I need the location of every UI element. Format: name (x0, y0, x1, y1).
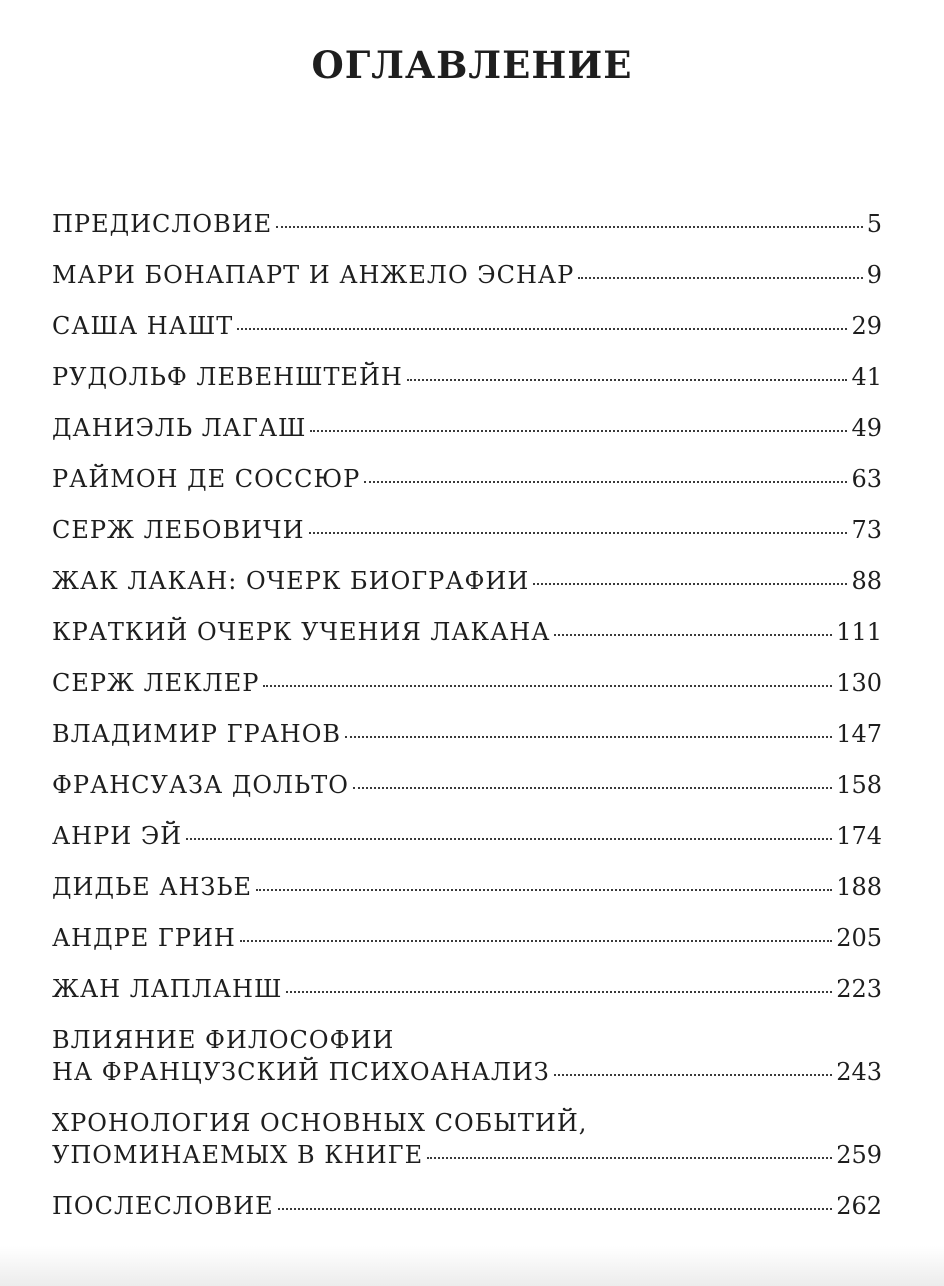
toc-entry-lebovici[interactable] (52, 514, 882, 546)
dot-leader (237, 328, 847, 330)
toc-entry-label: АНРИ ЭЙ (52, 822, 183, 850)
toc-page-number: 147 (836, 720, 882, 748)
toc-entry-label: НА ФРАНЦУЗСКИЙ ПСИХОАНАЛИЗ (52, 1058, 550, 1086)
page-bottom-shadow (0, 1246, 944, 1286)
toc-entry-label: ЖАК ЛАКАН: ОЧЕРК БИОГРАФИИ (52, 567, 530, 595)
toc-entry-chronology[interactable] (52, 1107, 882, 1171)
toc-entry-label: РУДОЛЬФ ЛЕВЕНШТЕЙН (52, 363, 403, 391)
toc-page-number: 188 (836, 873, 882, 901)
toc-entry-label: АНДРЕ ГРИН (52, 924, 236, 952)
dot-leader (276, 226, 863, 228)
toc-entry-bonaparte-hesnard[interactable] (52, 259, 882, 291)
toc-entry-de-saussure[interactable] (52, 463, 882, 495)
dot-leader (364, 481, 847, 483)
toc-entry-label: ПРЕДИСЛОВИЕ (52, 210, 273, 238)
toc-page-number: 41 (851, 363, 882, 391)
toc-entry-label: ФРАНСУАЗА ДОЛЬТО (52, 771, 349, 799)
dot-leader (186, 838, 832, 840)
dot-leader (256, 889, 832, 891)
dot-leader (345, 736, 832, 738)
toc-entry-lacan-teaching[interactable] (52, 616, 882, 648)
toc-entry-label: СЕРЖ ЛЕБОВИЧИ (52, 516, 305, 544)
toc-page-number: 205 (836, 924, 882, 952)
toc-entry-label: ВЛАДИМИР ГРАНОВ (52, 720, 342, 748)
toc-entry-dolto[interactable] (52, 769, 882, 801)
dot-leader (309, 532, 848, 534)
toc-entry-loewenstein[interactable] (52, 361, 882, 393)
table-of-contents (52, 208, 882, 1241)
toc-page-number: 158 (836, 771, 882, 799)
toc-page-number: 259 (836, 1141, 882, 1169)
toc-page-number: 63 (851, 465, 882, 493)
toc-entry-label: МАРИ БОНАПАРТ И АНЖЕЛО ЭСНАР (52, 261, 575, 289)
dot-leader (533, 583, 847, 585)
toc-entry-label: САША НАШТ (52, 312, 234, 340)
toc-page-number: 5 (866, 210, 882, 238)
toc-entry-anzieu[interactable] (52, 871, 882, 903)
toc-entry-preface[interactable] (52, 208, 882, 240)
dot-leader (240, 940, 832, 942)
toc-page-number: 223 (836, 975, 882, 1003)
toc-entry-label: ЖАН ЛАПЛАНШ (52, 975, 283, 1003)
toc-page-number: 88 (851, 567, 882, 595)
dot-leader (353, 787, 832, 789)
toc-page-number: 243 (836, 1058, 882, 1086)
toc-entry-label: КРАТКИЙ ОЧЕРК УЧЕНИЯ ЛАКАНА (52, 618, 551, 646)
toc-page-number: 111 (836, 618, 882, 646)
dot-leader (407, 379, 848, 381)
toc-entry-label: ДАНИЭЛЬ ЛАГАШ (52, 414, 307, 442)
toc-page-number: 29 (851, 312, 882, 340)
dot-leader (554, 1074, 832, 1076)
page-title: ОГЛАВЛЕНИЕ (311, 43, 633, 87)
toc-entry-ey[interactable] (52, 820, 882, 852)
toc-page-number: 9 (866, 261, 882, 289)
dot-leader (263, 685, 832, 687)
dot-leader (278, 1208, 833, 1210)
dot-leader (554, 634, 832, 636)
toc-entry-label: ПОСЛЕСЛОВИЕ (52, 1192, 274, 1220)
toc-page-number: 130 (836, 669, 882, 697)
dot-leader (286, 991, 832, 993)
toc-page-number: 262 (836, 1192, 882, 1220)
toc-entry-leclaire[interactable] (52, 667, 882, 699)
dot-leader (310, 430, 847, 432)
toc-entry-label: ДИДЬЕ АНЗЬЕ (52, 873, 253, 901)
toc-entry-afterword[interactable] (52, 1190, 882, 1222)
dot-leader (578, 277, 862, 279)
toc-page-number: 73 (851, 516, 882, 544)
toc-entry-nacht[interactable] (52, 310, 882, 342)
toc-page-number: 49 (851, 414, 882, 442)
toc-entry-label-line1: ВЛИЯНИЕ ФИЛОСОФИИ (52, 1026, 395, 1054)
toc-entry-green[interactable] (52, 922, 882, 954)
toc-entry-lagache[interactable] (52, 412, 882, 444)
toc-entry-label: УПОМИНАЕМЫХ В КНИГЕ (52, 1141, 424, 1169)
toc-entry-label: РАЙМОН ДЕ СОССЮР (52, 465, 361, 493)
toc-entry-label-line1: ХРОНОЛОГИЯ ОСНОВНЫХ СОБЫТИЙ, (52, 1109, 588, 1137)
toc-entry-philosophy-influence[interactable] (52, 1024, 882, 1088)
toc-entry-label: СЕРЖ ЛЕКЛЕР (52, 669, 260, 697)
toc-entry-granoff[interactable] (52, 718, 882, 750)
toc-entry-laplanche[interactable] (52, 973, 882, 1005)
toc-entry-lacan-biography[interactable] (52, 565, 882, 597)
dot-leader (427, 1157, 832, 1159)
toc-page-number: 174 (836, 822, 882, 850)
